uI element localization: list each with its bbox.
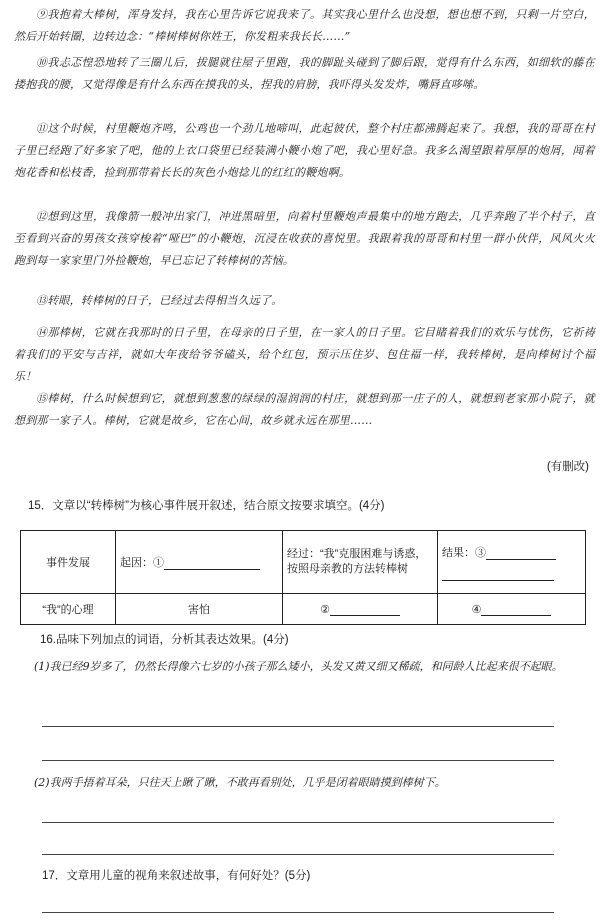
mind-result	[438, 594, 586, 625]
answer-line-1[interactable]	[42, 726, 554, 727]
question-16-sentence-1: (1)我已经9岁多了，仍然长得像六七岁的小孩子那么矮小，头发又黄又细又稀疏，和同龄人比起来很不起眼。	[34, 660, 563, 673]
question-16-sentence-2: (2)我两手捂着耳朵，只往天上瞅了瞅，不敢再看别处，几乎是闭着眼睛摸到棒树下。	[34, 776, 446, 789]
question-17-stem: 17．文章用儿童的视角来叙述故事，有何好处？(5分)	[42, 870, 311, 882]
paragraph-13: ⑬转眼，转棒树的日子，已经过去得相当久远了。	[36, 294, 283, 307]
result-cell	[438, 531, 586, 594]
mind-process-blank[interactable]	[330, 603, 400, 616]
answer-line-2[interactable]	[42, 760, 554, 761]
row-label-event: 事件发展	[21, 531, 116, 594]
question-15-table	[20, 530, 586, 625]
answer-line-4[interactable]	[42, 854, 554, 855]
paragraph-10: ⑩我忐忑惶恐地转了三圈儿后，拔腿就往屋子里跑，我的脚趾头碰到了脚后跟，觉得有什么东西，如细软的藤在搂抱我的腰，又觉得像是有什么东西在摸我的头，捏我的肩膀，我吓得头发发炸，嘴唇直哆嗦。	[14, 56, 595, 91]
question-15-stem: 15．文章以“转棒树”为核心事件展开叙述，结合原文按要求填空。(4分)	[28, 500, 385, 512]
row-label-mind: “我”的心理	[21, 594, 116, 625]
paragraph-12: ⑫想到这里，我像箭一般冲出家门，冲进黑暗里，向着村里鞭炮声最集中的地方跑去，几乎奔跑了半个村子，直至看到兴奋的男孩女孩穿梭着“哑巴”的小鞭炮，沉浸在收获的喜悦里。我跟着我的哥哥和村里一群小伙伴，风风火火跑到每一家家里门外捡鞭炮，早已忘记了转棒树的苦恼。	[14, 210, 595, 267]
answer-line-5[interactable]	[42, 912, 554, 913]
answer-line-3[interactable]	[42, 822, 554, 823]
mind-process	[283, 594, 438, 625]
cause-blank[interactable]	[164, 557, 260, 570]
edit-note: (有删改)	[546, 461, 589, 473]
paragraph-14: ⑭那棒树，它就在我那时的日子里，在母亲的日子里，在一家人的日子里。它目睹着我们的欢乐与忧伤，它祈祷着我们的平安与吉祥，就如大年夜给爷爷磕头，给个红包，预示压住岁、包住福一样，我转棒树，是向棒树讨个福乐！	[14, 326, 595, 383]
mind-result-blank[interactable]	[481, 603, 551, 616]
result-blank-1[interactable]	[486, 547, 556, 560]
cause-cell	[116, 531, 283, 594]
question-16-stem: 16.品味下列加点的词语，分析其表达效果。(4分)	[40, 634, 289, 646]
paragraph-15: ⑮棒树，什么时候想到它，就想到葱葱的绿绿的湿润润的村庄，就想到那一庄子的人，就想到老家那小院子，就想到那一家子人。棒树，它就是故乡，它在心间，故乡就永远在那里……	[14, 392, 595, 427]
paragraph-9: ⑨我抱着大棒树，浑身发抖，我在心里告诉它说我来了。其实我心里什么也没想，想也想不到，只剩一片空白，然后开始转圈，边转边念：“棒树棒树你姓王，你发粗来我长长……”	[14, 8, 595, 43]
result-label: 结果：③	[442, 546, 486, 559]
result-blank-2[interactable]	[442, 568, 554, 581]
cause-label: 起因：①	[120, 557, 164, 569]
mind-result-label: ④	[471, 603, 482, 616]
process-cell: 经过：“我”克服困难与诱惑，按照母亲教的方法转棒树	[283, 531, 438, 594]
mind-process-label: ②	[320, 603, 330, 616]
paragraph-11: ⑪这个时候，村里鞭炮齐鸣，公鸡也一个劲儿地啼叫，此起彼伏，整个村庄都沸腾起来了。我想，我的哥哥在村子里已经跑了好多家了吧，他的上衣口袋里已经装满小鞭小炮了吧，我心里好急。我多么渴望跟着厚厚的炮屑，闻着炮花香和松枝香，捡到那带着长长的灰色小炮捻儿的红红的鞭炮啊。	[14, 122, 595, 179]
mind-cause: 害怕	[116, 594, 283, 625]
